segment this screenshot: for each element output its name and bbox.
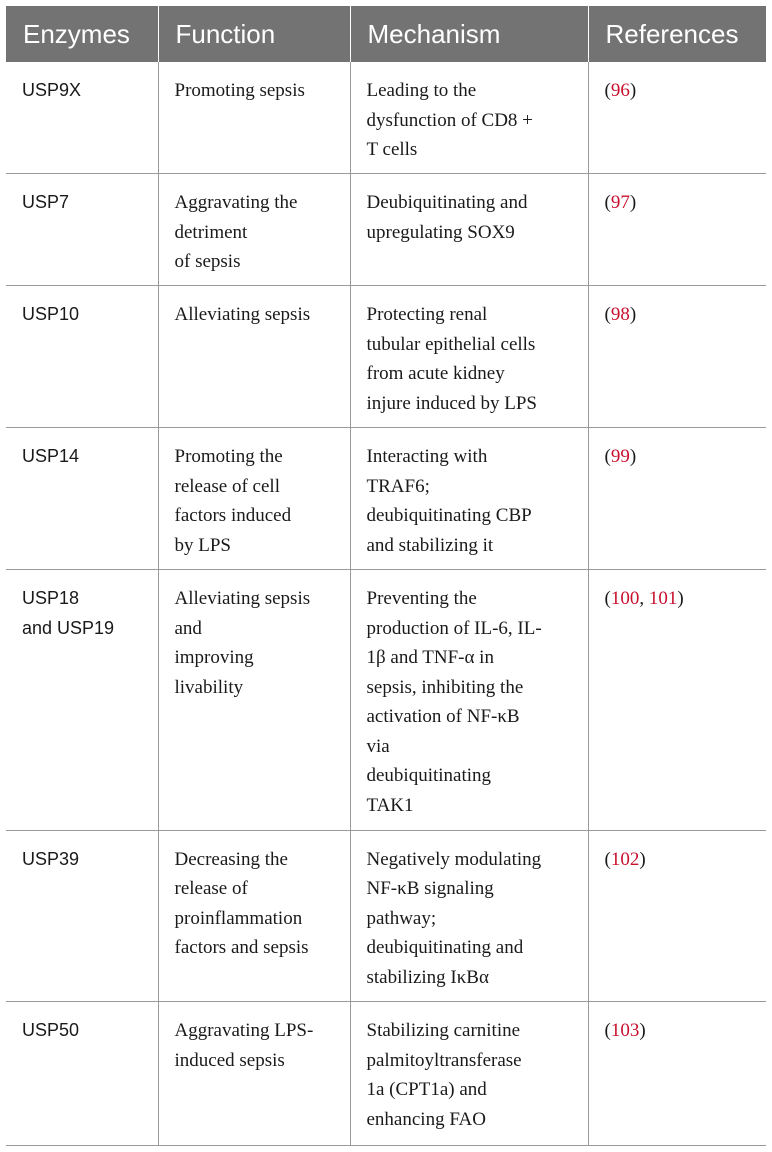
function-cell: Alleviating sepsis and improving livability (158, 570, 350, 831)
enzyme-cell: USP9X (6, 62, 158, 174)
function-cell: Aggravating LPS- induced sepsis (158, 1002, 350, 1146)
reference-link[interactable]: 98 (610, 304, 630, 326)
reference-link[interactable]: 100 (610, 588, 640, 610)
header-function: Function (158, 6, 350, 62)
enzyme-cell: USP39 (6, 830, 158, 1002)
references-cell: (97) (588, 174, 766, 286)
table-row (6, 286, 766, 428)
mechanism-cell: Protecting renal tubular epithelial cells from acute kidney injure induced by LPS (350, 286, 588, 428)
enzyme-cell: USP18 and USP19 (6, 570, 158, 831)
mechanism-cell: Deubiquitinating and upregulating SOX9 (350, 174, 588, 286)
enzyme-table (6, 6, 766, 1146)
table-row (6, 830, 766, 1002)
function-cell: Aggravating the detriment of sepsis (158, 174, 350, 286)
header-mechanism: Mechanism (350, 6, 588, 62)
references-cell: (98) (588, 286, 766, 428)
reference-link[interactable]: 103 (610, 1020, 640, 1042)
table-row (6, 570, 766, 831)
function-cell: Promoting the release of cell factors induced by LPS (158, 428, 350, 570)
table-row (6, 1002, 766, 1146)
table-row (6, 62, 766, 174)
references-cell: (96) (588, 62, 766, 174)
mechanism-cell: Interacting with TRAF6; deubiquitinating CBP and stabilizing it (350, 428, 588, 570)
reference-link[interactable]: 96 (610, 80, 630, 101)
reference-link[interactable]: 99 (610, 446, 630, 468)
function-cell: Promoting sepsis (158, 62, 350, 174)
references-cell: (100, 101) (588, 570, 766, 831)
mechanism-cell: Negatively modulating NF-κB signaling pathway; deubiquitinating and stabilizing IκBα (350, 830, 588, 1002)
table-row (6, 174, 766, 286)
table-body (6, 62, 766, 1146)
references-cell: (103) (588, 1002, 766, 1146)
enzyme-cell: USP10 (6, 286, 158, 428)
table-row (6, 428, 766, 570)
function-cell: Alleviating sepsis (158, 286, 350, 428)
mechanism-cell: Stabilizing carnitine palmitoyltransferase 1a (CPT1a) and enhancing FAO (350, 1002, 588, 1146)
references-cell: (99) (588, 428, 766, 570)
header-references: References (588, 6, 766, 62)
reference-link[interactable]: 101 (648, 588, 678, 610)
mechanism-cell: Preventing the production of IL-6, IL- 1β and TNF-α in sepsis, inhibiting the activation of NF-κB via deubiquitinating TAK1 (350, 570, 588, 831)
reference-link[interactable]: 97 (610, 192, 630, 214)
header-enzymes: Enzymes (6, 6, 158, 62)
mechanism-cell: Leading to the dysfunction of CD8 + T cells (350, 62, 588, 174)
function-cell: Decreasing the release of proinflammation factors and sepsis (158, 830, 350, 1002)
reference-link[interactable]: 102 (610, 848, 640, 870)
enzyme-cell: USP50 (6, 1002, 158, 1146)
table-header (6, 6, 766, 62)
enzyme-cell: USP7 (6, 174, 158, 286)
references-cell: (102) (588, 830, 766, 1002)
header-row (6, 6, 766, 62)
enzyme-cell: USP14 (6, 428, 158, 570)
